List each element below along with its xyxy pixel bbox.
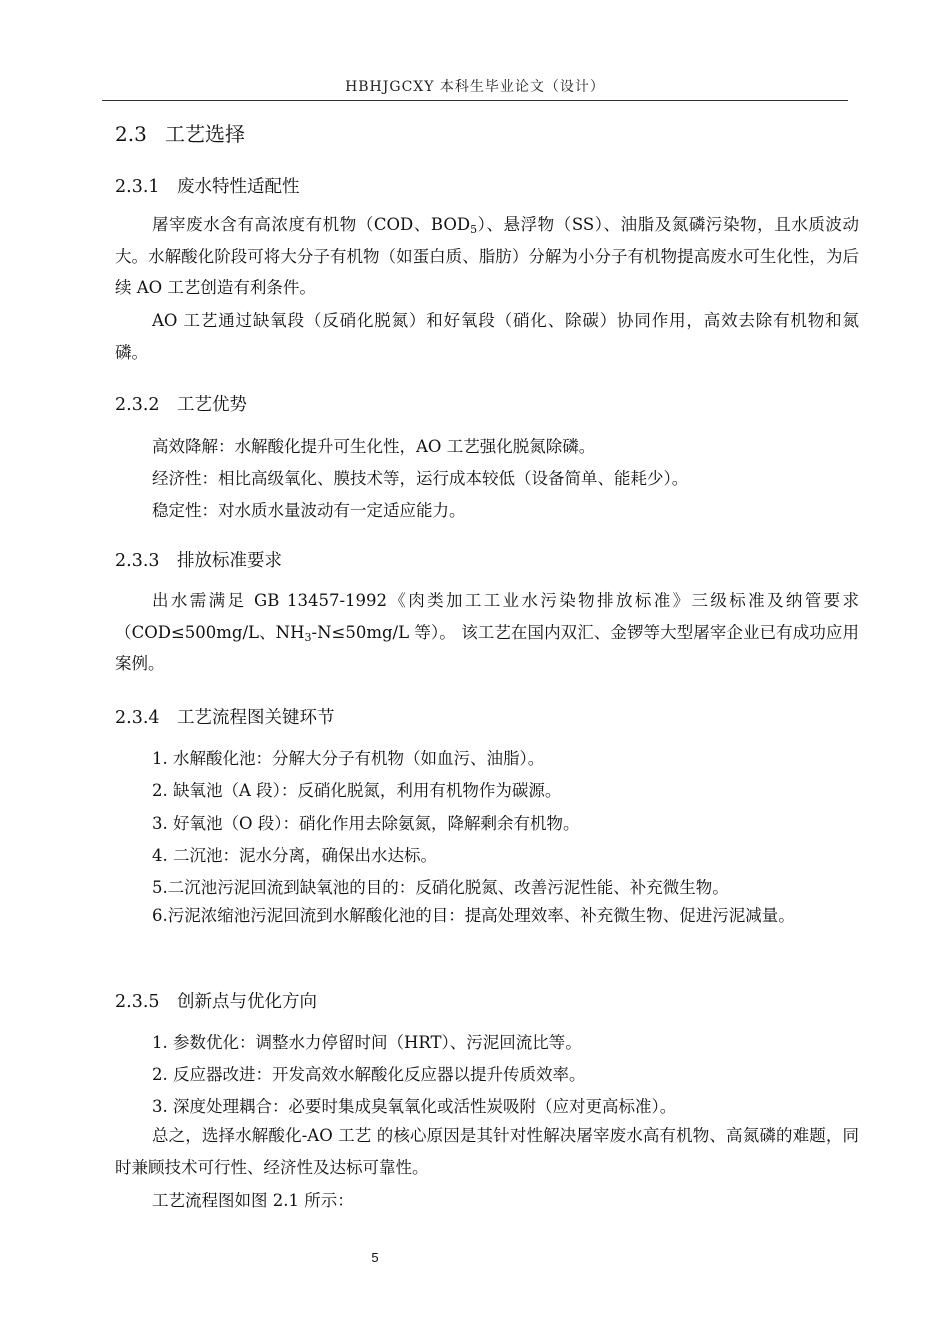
subsection-number: 2.3.4 (115, 708, 160, 728)
page-number: 5 (371, 1250, 379, 1265)
subsection-number: 2.3.5 (115, 992, 160, 1012)
list-item: 4. 二沉池：泥水分离，确保出水达标。 (152, 846, 437, 865)
paragraph-ao-process: AO 工艺通过缺氧段（反硝化脱氮）和好氧段（硝化、除碳）协同作用，高效去除有机物和氮磷。 (115, 311, 859, 362)
list-item-paragraph: 6.污泥浓缩池污泥回流到水解酸化池的目：提高处理效率、补充微生物、促进污泥减量。 (152, 906, 795, 925)
list-item: 3. 深度处理耦合：必要时集成臭氧氧化或活性炭吸附（应对更高标准）。 (152, 1097, 677, 1116)
subsection-title: 工艺优势 (177, 395, 247, 415)
subsection-number: 2.3.1 (115, 177, 160, 197)
subsection-heading-235 (115, 988, 317, 1013)
paragraph-summary: 总之，选择水解酸化-AO 工艺 的核心原因是其针对性解决屠宰废水高有机物、高氮磷的难题，同时兼顾技术可行性、经济性及达标可靠性。 (115, 1126, 859, 1177)
paragraph-text: 出水需满足 GB 13457-1992《肉类加工工业水污染物排放标准》三级标准及纳管要求（COD≤500mg/L、NH (115, 591, 859, 642)
paragraph-text: 屠宰废水含有高浓度有机物（COD、BOD (152, 215, 471, 234)
figure-reference: 工艺流程图如图 2.1 所示： (152, 1191, 354, 1210)
list-item: 3. 好氧池（O 段）：硝化作用去除氨氮，降解剩余有机物。 (152, 814, 580, 833)
subsection-title: 创新点与优化方向 (177, 992, 317, 1012)
subsection-title: 废水特性适配性 (177, 177, 300, 197)
list-item: 2. 反应器改进：开发高效水解酸化反应器以提升传质效率。 (152, 1065, 586, 1084)
subsection-title: 工艺流程图关键环节 (177, 708, 335, 728)
section-title: 工艺选择 (165, 122, 245, 146)
subsection-heading-232 (115, 391, 247, 416)
section-heading (115, 118, 245, 147)
subsection-number: 2.3.3 (115, 551, 160, 571)
subsection-heading-231 (115, 173, 300, 198)
advantage-line: 稳定性：对水质水量波动有一定适应能力。 (152, 501, 466, 520)
subsection-heading-233 (115, 547, 282, 572)
section-number: 2.3 (115, 122, 147, 146)
advantage-line: 高效降解：水解酸化提升可生化性，AO 工艺强化脱氮除磷。 (152, 437, 596, 456)
list-item: 5.二沉池污泥回流到缺氧池的目的：反硝化脱氮、改善污泥性能、补充微生物。 (152, 878, 729, 897)
list-item: 1. 水解酸化池：分解大分子有机物（如血污、油脂）。 (152, 749, 545, 768)
list-item: 1. 参数优化：调整水力停留时间（HRT）、污泥回流比等。 (152, 1033, 582, 1052)
paragraph-text: -N≤50mg/L 等）。 该工艺在国内双汇、金锣等大型屠宰企业已有成功应用案例。 (115, 622, 859, 673)
subsection-number: 2.3.2 (115, 395, 160, 415)
header-rule (102, 100, 848, 101)
subscript: 3 (304, 630, 312, 644)
subscript: 5 (470, 223, 478, 236)
list-item: 2. 缺氧池（A 段）：反硝化脱氮，利用有机物作为碳源。 (152, 781, 562, 800)
paragraph-wastewater-characteristics (115, 209, 859, 304)
subsection-title: 排放标准要求 (177, 551, 282, 571)
advantage-line: 经济性：相比高级氧化、膜技术等，运行成本较低（设备简单、能耗少）。 (152, 469, 689, 488)
paragraph-discharge-standard (115, 585, 859, 680)
paragraph-text: ）、悬浮物（SS）、油脂及氮磷污染物，且水质波动大。水解酸化阶段可将大分子有机物（如蛋白质、脂肪）分解为小分子有机物提高废水可生化性，为后续 AO 工艺创造有利条件。 (115, 215, 859, 297)
running-header: HBHJGCXY 本科生毕业论文（设计） (345, 79, 605, 95)
subsection-heading-234 (115, 704, 335, 729)
